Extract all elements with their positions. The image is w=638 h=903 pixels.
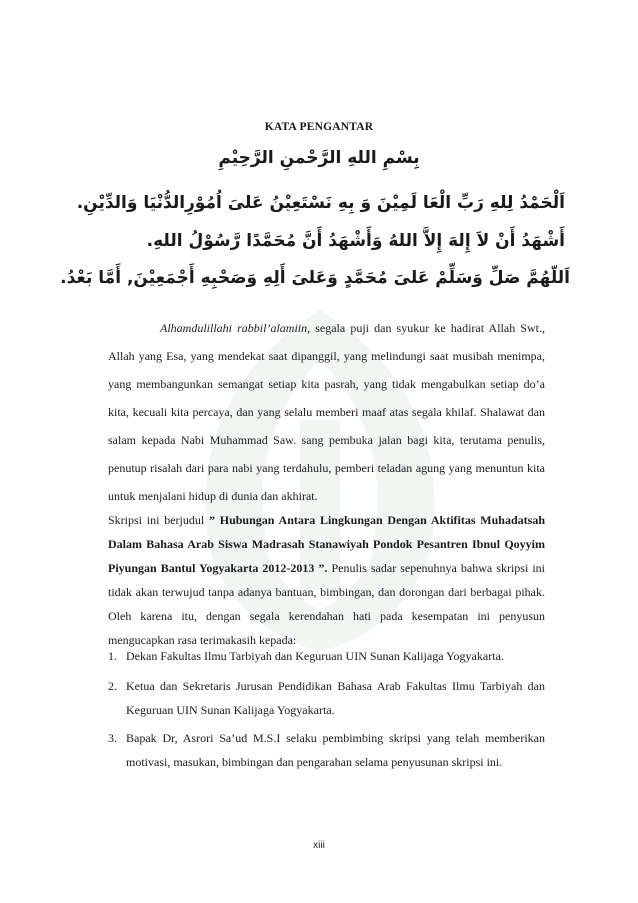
arabic-line-shalawat: اَللّهُمَّ صَلِّ وَسَلِّمْ عَلىَ مُحَمَّدٍ وَعَلىَ أَلِهِ وَصَحْبِهِ أَجْمَعِيْنَ, أَمَّا بَعْدُ.	[60, 268, 570, 288]
paragraph-line: untuk menjalani hidup di dunia dan akhirat.	[108, 489, 318, 503]
paragraph-thesis-title	[108, 508, 545, 652]
paragraph-line: Skripsi ini berjudul ” Hubungan Antara Lingkungan Dengan Aktifitas Muhadatsah	[108, 513, 545, 527]
thesis-title-part: Dalam Bahasa Arab Siswa Madrasah Stanawiyah Pondok Pesantren Ibnul Qoyyim	[108, 537, 545, 551]
paragraph-line: Piyungan Bantul Yogyakarta 2012-2013 ”. Penulis sadar sepenuhnya bahwa skripsi ini	[108, 561, 546, 575]
paragraph-line: Alhamdulillahi rabbil’alamiin, segala puji dan syukur ke hadirat Allah Swt.,	[160, 321, 545, 335]
paragraph-line: yang membangunkan semangat setiap kita pasrah, yang tidak mengabulkan setiap do’a	[108, 377, 545, 391]
thesis-title-part: ” Hubungan Antara Lingkungan Dengan Aktifitas Muhadatsah	[208, 513, 545, 527]
page-number: xiii	[313, 840, 325, 851]
arabic-line-hamdalah: اَلْحَمْدُ لِلهِ رَبِّ الْعَا لَمِيْنَ وَ بِهِ نَسْتَعِيْنُ عَلىَ اُمُوْرِالدُّنْيَا وَالدِّيْنِ.	[76, 193, 565, 213]
paragraph-line: mengucapkan rasa terimakasih kepada:	[108, 633, 297, 647]
arabic-basmala: بِسْمِ اللهِ الرَّحْمنِ الرَّحِيْمِ	[218, 148, 420, 168]
paragraph-line: penutup risalah dari para nabi yang terdahulu, pemberi teladan agung yang menuntun kita	[108, 461, 545, 475]
list-text: Bapak Dr, Asrori Sa’ud M.S.I selaku pembimbing skripsi yang telah memberikan motivasi, masukan, bimbingan dan pengarahan selama penyusunan skripsi ini.	[126, 731, 545, 769]
paragraph-line: Oleh karena itu, dengan segala kerendahan hati pada kesempatan ini penyusun	[108, 609, 545, 623]
paragraph-line: kita, kecuali kita percaya, dan yang selalu memberi maaf atas segala khilaf. Shalawat dan	[108, 405, 545, 419]
paragraph-opening	[108, 314, 545, 510]
list-number: 2.	[108, 679, 117, 693]
list-number: 1.	[108, 649, 117, 663]
italic-lead: Alhamdulillahi rabbil’alamiin	[160, 321, 308, 335]
thesis-title-part: Piyungan Bantul Yogyakarta 2012-2013 ”.	[108, 561, 328, 575]
paragraph-line: Allah yang Esa, yang mendekat saat dipanggil, yang melindungi saat musibah menimpa,	[108, 349, 545, 363]
paragraph-line: salam kepada Nabi Muhammad Saw. sang pembuka jalan bagi kita, terutama penulis,	[108, 433, 545, 447]
page-title: KATA PENGANTAR	[264, 121, 374, 133]
list-text: Ketua dan Sekretaris Jurusan Pendidikan Bahasa Arab Fakultas Ilmu Tarbiyah dan Keguruan UIN Sunan Kalijaga Yogyakarta.	[126, 679, 545, 717]
list-number: 3.	[108, 731, 117, 745]
arabic-line-syahadat: أَشْهَدُ أَنْ لاَ إِلهَ إِلاَّ اللهُ وَأَشْهَدُ أَنَّ مُحَمَّدًا رَّسُوْلُ اللهِ.	[146, 231, 565, 251]
list-text: Dekan Fakultas Ilmu Tarbiyah dan Keguruan UIN Sunan Kalijaga Yogyakarta.	[126, 649, 504, 663]
paragraph-line: tidak akan terwujud tanpa adanya bantuan, bimbingan, dan dorongan dari berbagai pihak.	[108, 585, 545, 599]
